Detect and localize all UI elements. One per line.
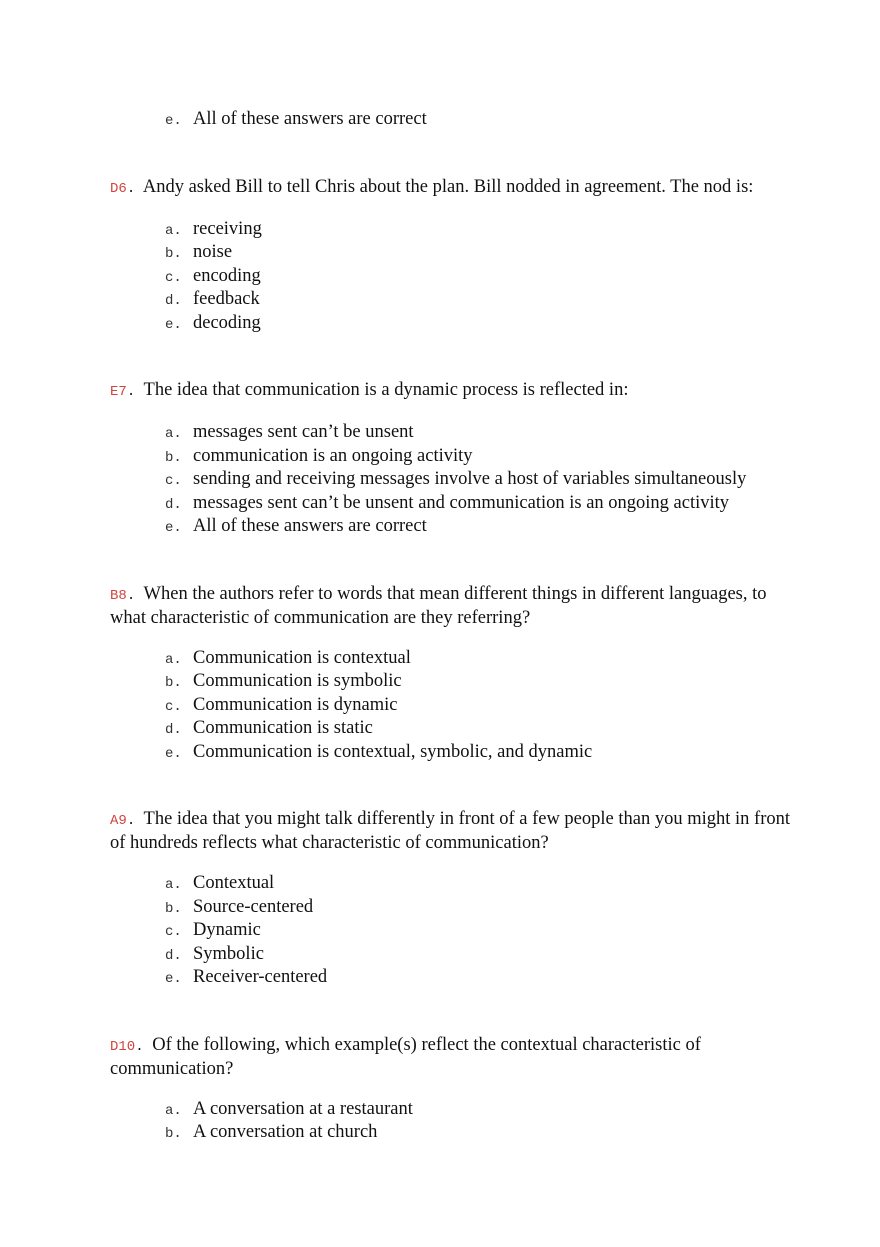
option-text: messages sent can’t be unsent and communication is an ongoing activity [193, 492, 730, 513]
option-letter: a. [165, 426, 182, 442]
option-text: receiving [193, 218, 262, 239]
option-letter: b. [165, 1126, 182, 1142]
option-list [110, 1099, 790, 1146]
question-text: Andy asked Bill to tell Chris about the plan. Bill nodded in agreement. The nod is: [142, 176, 754, 197]
option-item [165, 920, 790, 944]
question-stem [110, 176, 790, 200]
question-number-dot: . [126, 384, 136, 400]
option-item [165, 422, 790, 446]
option-text: Dynamic [193, 920, 261, 940]
option-letter: c. [165, 473, 182, 489]
option-item [165, 469, 790, 493]
option-text: Source-centered [193, 896, 314, 917]
question-block [110, 583, 790, 766]
question-text: The idea that you might talk differently in front of a few people than you might in front of hundreds reflects what characteristic of communication? [110, 809, 790, 853]
question-stem [110, 808, 790, 854]
option-text: decoding [193, 312, 261, 333]
option-item [165, 1099, 790, 1123]
option-letter: d. [165, 496, 182, 513]
option-text: Symbolic [193, 943, 264, 964]
option-letter: a. [165, 222, 182, 239]
question-block [110, 176, 790, 337]
question-block [110, 1034, 790, 1146]
option-text: A conversation at church [193, 1122, 378, 1142]
option-item [165, 289, 790, 313]
option-text: Contextual [193, 873, 275, 893]
answer-key: B8 [110, 587, 127, 604]
option-text: Communication is symbolic [193, 671, 402, 691]
option-list [110, 648, 790, 766]
answer-key: A9 [110, 813, 127, 829]
question-text: The idea that communication is a dynamic process is reflected in: [143, 380, 629, 400]
option-letter: c. [165, 924, 182, 940]
question-block [110, 808, 790, 991]
option-text: A conversation at a restaurant [193, 1098, 413, 1119]
answer-key: D6 [110, 180, 127, 197]
option-letter: e. [165, 113, 182, 129]
question-number-dot: . [135, 1038, 144, 1055]
option-text: noise [193, 242, 233, 262]
option-item [165, 944, 790, 968]
option-text: messages sent can’t be unsent [193, 422, 414, 442]
answer-key: E7 [110, 384, 127, 400]
option-text: All of these answers are correct [193, 109, 427, 129]
option-item [165, 516, 790, 540]
option-text: Communication is dynamic [193, 694, 398, 715]
option-list [110, 219, 790, 337]
option-letter: d. [165, 293, 182, 309]
option-text: communication is an ongoing activity [193, 445, 473, 466]
option-text: feedback [193, 289, 260, 309]
option-text: Communication is contextual [193, 647, 411, 668]
question-number-dot: . [126, 813, 136, 829]
option-item [165, 648, 790, 672]
question-text: Of the following, which example(s) reflect the contextual characteristic of communication? [110, 1034, 701, 1079]
option-text: encoding [193, 265, 261, 286]
option-item [165, 313, 790, 337]
question-number-dot: . [126, 180, 136, 197]
option-text: Receiver-centered [193, 967, 328, 987]
option-letter: a. [165, 1102, 182, 1119]
option-letter: d. [165, 947, 182, 964]
option-letter: b. [165, 900, 182, 917]
question-number-dot: . [126, 587, 136, 604]
option-item [165, 742, 790, 766]
option-letter: d. [165, 722, 182, 738]
option-item [165, 242, 790, 266]
option-list [110, 422, 790, 540]
option-letter: c. [165, 269, 182, 286]
option-letter: e. [165, 520, 182, 536]
option-item [165, 718, 790, 742]
answer-key: D10 [110, 1038, 136, 1055]
option-letter: e. [165, 745, 182, 762]
option-letter: c. [165, 698, 182, 715]
question-block [110, 379, 790, 540]
option-letter: a. [165, 651, 182, 668]
option-item [165, 695, 790, 719]
quiz-content [110, 109, 790, 1146]
option-text: Communication is static [193, 718, 373, 738]
option-item [165, 109, 790, 133]
option-item [165, 219, 790, 243]
option-list [110, 873, 790, 991]
option-letter: a. [165, 877, 182, 893]
option-text: All of these answers are correct [193, 516, 427, 536]
question-text: When the authors refer to words that mean different things in different languages, to what characteristic of communication are they referring? [110, 583, 767, 628]
option-letter: b. [165, 675, 182, 691]
question-stem [110, 1034, 790, 1080]
option-item [165, 266, 790, 290]
option-item [165, 1122, 790, 1146]
option-letter: e. [165, 971, 182, 987]
option-letter: b. [165, 246, 182, 262]
option-text: sending and receiving messages involve a host of variables simultaneously [193, 469, 747, 489]
question-stem [110, 379, 790, 403]
option-item [165, 671, 790, 695]
option-letter: b. [165, 449, 182, 466]
option-item [165, 873, 790, 897]
option-text: Communication is contextual, symbolic, and dynamic [193, 741, 593, 762]
option-item [165, 446, 790, 470]
option-item [165, 897, 790, 921]
option-item [165, 493, 790, 517]
question-stem [110, 583, 790, 629]
prev-question-options [110, 109, 790, 133]
option-letter: e. [165, 316, 182, 333]
option-item [165, 967, 790, 991]
